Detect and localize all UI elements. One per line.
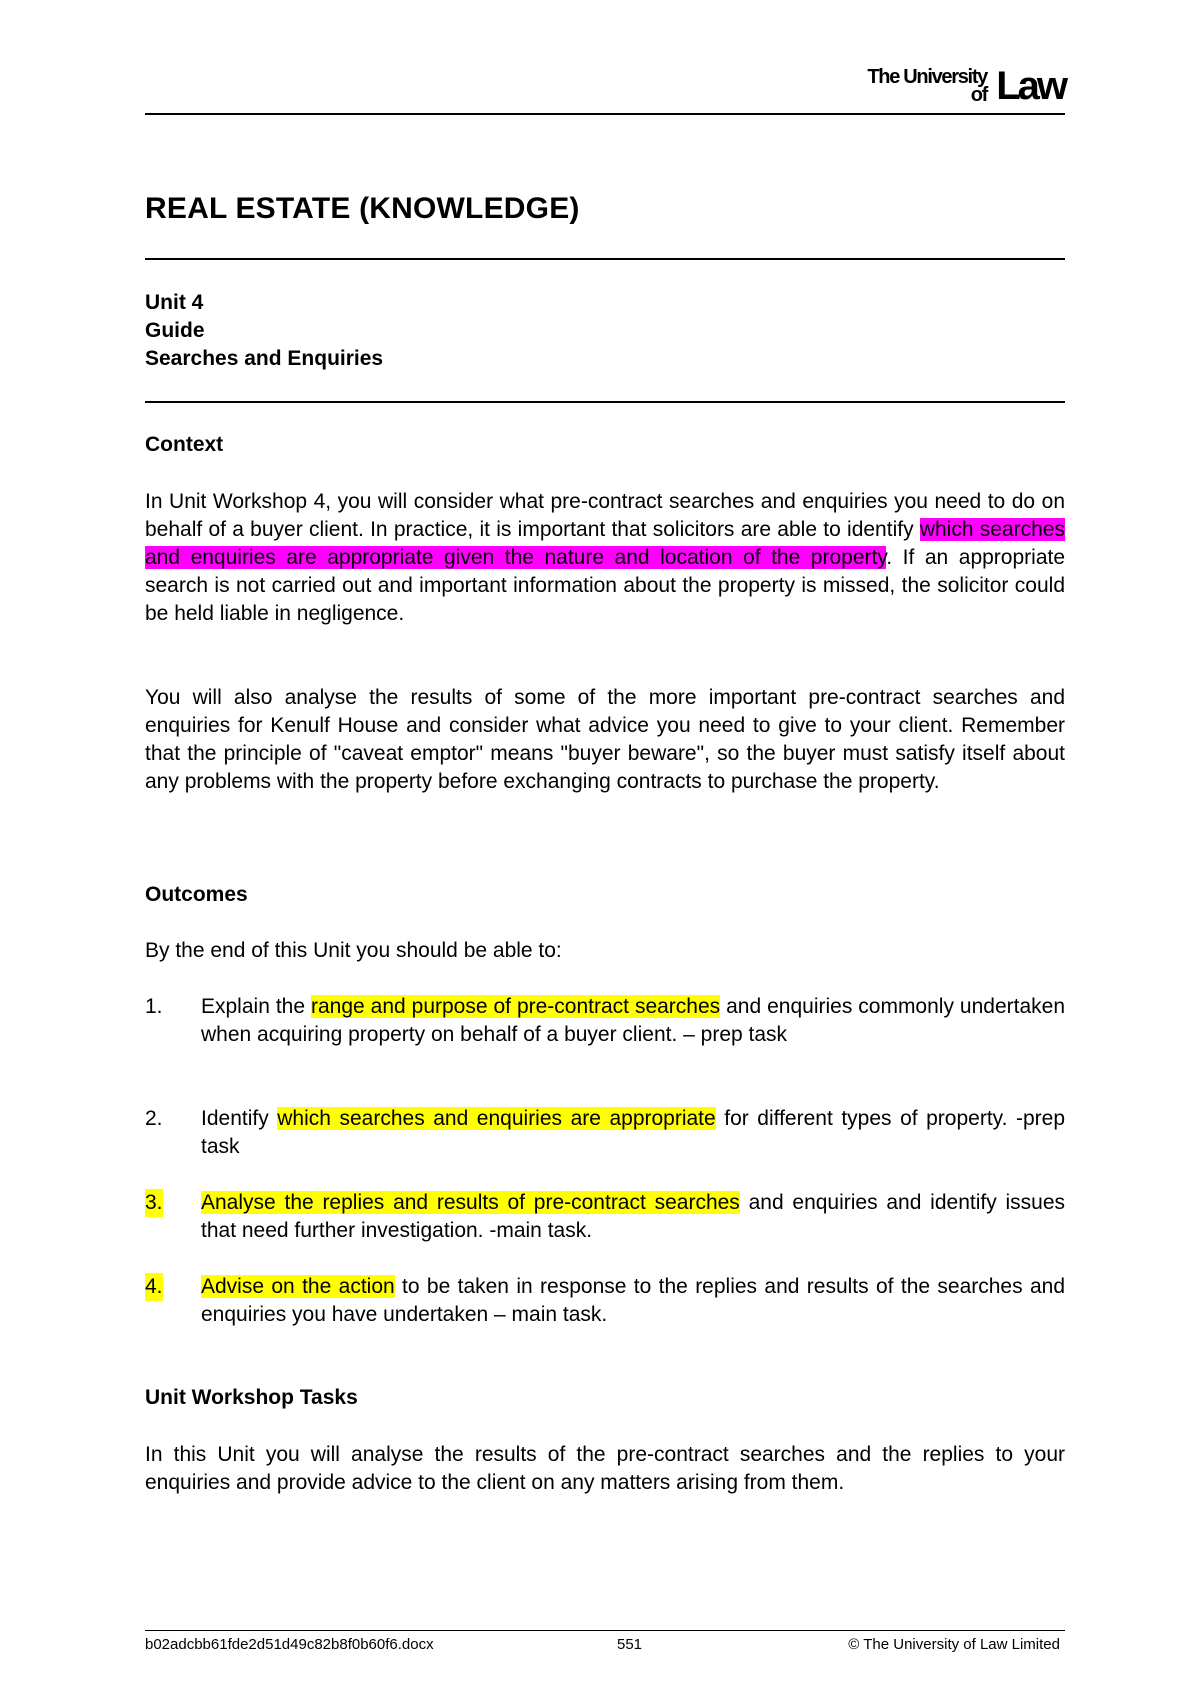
outcomes-heading: Outcomes bbox=[145, 883, 248, 906]
context-paragraph-2 bbox=[145, 684, 1065, 796]
outcome-text-after: to be taken in response to the replies and results of the searches and enquiries you have undertaken – main task. bbox=[201, 1275, 1066, 1326]
logo-text-line3: Law bbox=[996, 64, 1065, 108]
outcomes-intro bbox=[145, 937, 1065, 965]
unit-name: Searches and Enquiries bbox=[145, 347, 384, 370]
unit-info bbox=[145, 289, 383, 373]
footer-filename: b02adcbb61fde2d51d49c82b8f0b60f6.docx bbox=[145, 1636, 434, 1653]
outcome-text-before: Identify bbox=[201, 1107, 278, 1130]
outcome-number: 1. bbox=[145, 995, 163, 1018]
outcome-text-after: for different types of property. -prep task bbox=[201, 1107, 1065, 1158]
workshop-heading: Unit Workshop Tasks bbox=[145, 1386, 358, 1409]
header-rule bbox=[145, 113, 1065, 115]
outcome-number: 2. bbox=[145, 1107, 163, 1130]
outcome-item bbox=[145, 1189, 1065, 1245]
outcome-item bbox=[145, 993, 1065, 1049]
context-paragraph-1 bbox=[145, 488, 1065, 628]
workshop-paragraph bbox=[145, 1441, 1065, 1497]
outcome-number: 3. bbox=[145, 1189, 163, 1217]
footer-page-number: 551 bbox=[617, 1636, 643, 1653]
outcome-text-after: and enquiries and identify issues that need further investigation. -main task. bbox=[201, 1191, 1066, 1242]
workshop-text: In this Unit you will analyse the results of the pre-contract searches and the replies to your enquiries and provide advice to the client on any matters arising from them. bbox=[145, 1443, 1065, 1494]
context-p1-highlight: which searches and enquiries are appropriate given the nature and location of the property bbox=[145, 518, 1065, 569]
outcomes-intro-text: By the end of this Unit you should be able to: bbox=[145, 939, 562, 962]
context-p1-after: . If an appropriate search is not carried out and important information about the property is missed, the solicitor could be held liable in negligence. bbox=[145, 546, 1066, 625]
page-footer bbox=[145, 1636, 1065, 1656]
unit-rule bbox=[145, 401, 1065, 403]
footer-rule bbox=[145, 1630, 1065, 1631]
outcome-highlight: Advise on the action bbox=[201, 1275, 395, 1298]
outcome-item bbox=[145, 1105, 1065, 1161]
outcome-highlight: range and purpose of pre-contract searches bbox=[310, 995, 721, 1018]
title-rule bbox=[145, 258, 1065, 260]
context-p2-text: You will also analyse the results of some of the more important pre-contract searches and enquiries for Kenulf House and consider what advice you need to give to your client. Remember that the principle of "caveat emptor" means "buyer beware", so the buyer must satisfy itself about any problems with the property before exchanging contracts to purchase the property. bbox=[145, 686, 1065, 793]
outcome-highlight: which searches and enquiries are appropriate bbox=[277, 1107, 716, 1130]
logo-text-line2: of bbox=[970, 84, 987, 106]
unit-number: Unit 4 bbox=[145, 291, 204, 314]
context-p1-before: In Unit Workshop 4, you will consider what pre-contract searches and enquiries you need to do on behalf of a buyer client. In practice, it is important that solicitors are able to identify bbox=[145, 490, 1065, 541]
document-title: REAL ESTATE (KNOWLEDGE) bbox=[145, 192, 580, 225]
university-logo bbox=[845, 64, 1065, 110]
outcome-text-before: Explain the bbox=[201, 995, 311, 1018]
outcome-number: 4. bbox=[145, 1273, 163, 1301]
unit-type: Guide bbox=[145, 319, 205, 342]
footer-copyright: © The University of Law Limited bbox=[848, 1636, 1060, 1653]
outcome-highlight: Analyse the replies and results of pre-contract searches bbox=[201, 1191, 740, 1214]
outcome-text-after: and enquiries commonly undertaken when acquiring property on behalf of a buyer client. – prep task bbox=[201, 995, 1065, 1046]
logo-text-line1: The University bbox=[867, 66, 987, 88]
outcome-item bbox=[145, 1273, 1065, 1329]
context-heading: Context bbox=[145, 433, 224, 456]
